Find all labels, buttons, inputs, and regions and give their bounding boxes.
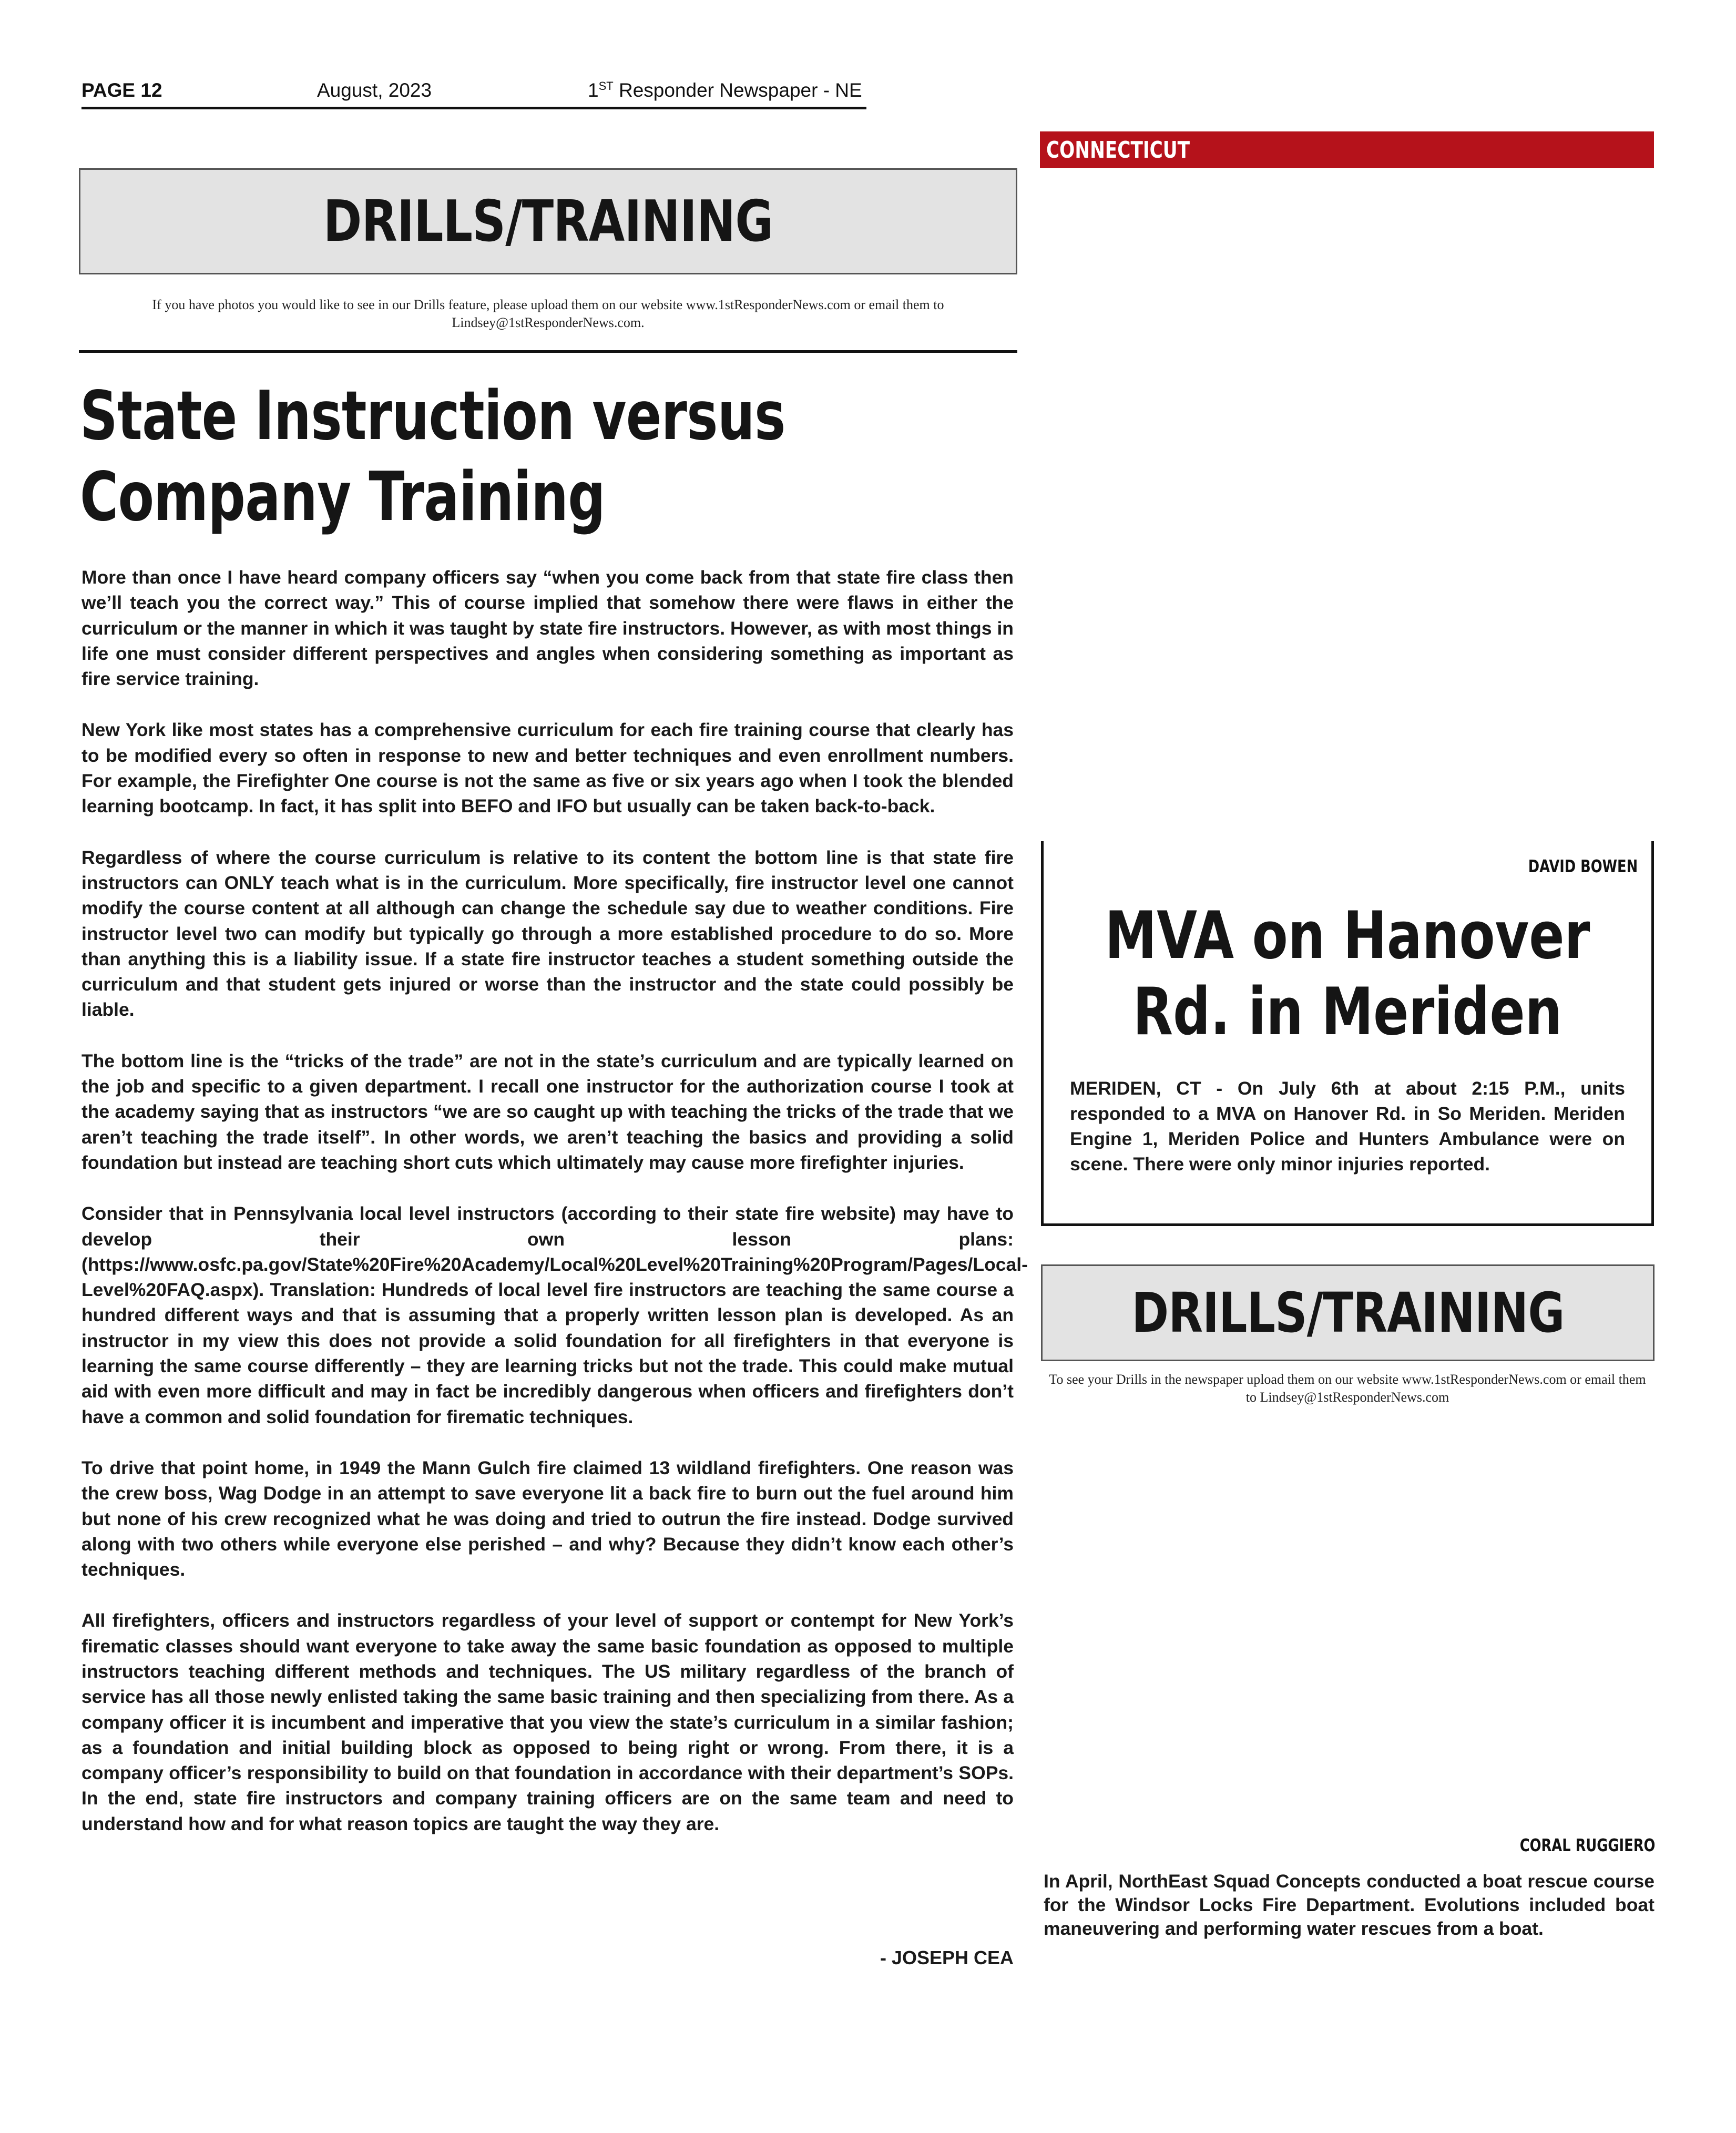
section-divider-rule <box>79 350 1017 353</box>
drills-section-title: DRILLS/TRAINING <box>323 188 773 254</box>
article-body <box>81 565 1028 1862</box>
drills-section-title-right: DRILLS/TRAINING <box>1131 1281 1565 1345</box>
article-headline: State Instruction versus Company Training <box>80 377 785 536</box>
article-paragraph: More than once I have heard company officers say “when you come back from that state fire class then we’ll teach you the correct way.” This of course implied that somehow there were flaws in either the curriculum or the manner in which it was taught by state fire instructors. However, as with most things in life one must consider different perspectives and angles when considering something as important as fire service training. <box>81 567 1014 690</box>
article-byline: - JOSEPH CEA <box>880 1947 1014 1968</box>
article-paragraph: Regardless of where the course curriculum is relative to its content the bottom line is that state fire instructors can ONLY teach what is in the curriculum. More specifically, fire instructor level one cannot modify the course content at all although can change the schedule say due to weather conditions. Fire instructor level two can modify but typically go through a more established procedure to do so. More than anything this is a liability issue. If a state fire instructor teaches a student something outside the curriculum and that student gets injured or worse than the instructor and the state could possibly be liable. <box>81 846 1014 1020</box>
drills-section-banner <box>79 168 1017 274</box>
article-paragraph: Consider that in Pennsylvania local level instructors (according to their state fire website) may have to develop their own lesson plans: (https://www.osfc.pa.gov/State%20Fire%20Academy/Local%20Level%20Training%20Program/Pages/Local-Level%20FAQ.aspx). Translation: Hundreds of local level fire instructors are teaching the same course a hundred different ways and that is assuming that a properly written lesson plan is developed. As an instructor in my view this does not provide a solid foundation for all firefighters in that everyone is learning the same course differently – they are learning tricks but not the trade. This could make mutual aid with even more difficult and may in fact be incredibly dangerous when officers and firefighters don’t have a common and solid foundation for firematic techniques. <box>81 1203 1028 1427</box>
newspaper-name <box>588 79 862 102</box>
page-number: PAGE 12 <box>81 79 162 101</box>
photo-credit-boat: CORAL RUGGIERO <box>1519 1835 1655 1855</box>
newspaper-name-superscript: ST <box>598 79 614 93</box>
mva-story-box <box>1041 841 1654 1226</box>
photo-credit: DAVID BOWEN <box>1528 856 1638 876</box>
newspaper-name-prefix: 1 <box>588 79 599 101</box>
boat-rescue-caption: In April, NorthEast Squad Concepts conducted a boat rescue course for the Windsor Locks Fire Department. Evolutions included boat maneuvering and performing water rescues from a boat. <box>1044 1871 1655 1939</box>
state-section-label: CONNECTICUT <box>1046 136 1190 164</box>
state-section-bar <box>1040 131 1654 168</box>
article-paragraph: To drive that point home, in 1949 the Mann Gulch fire claimed 13 wildland firefighters. One reason was the crew boss, Wag Dodge in an attempt to save everyone lit a back fire to burn out the fuel around him but none of his crew recognized what he was doing and tried to outrun the fire instead. Dodge survived along with two others while everyone else perished – and why? Because they didn’t know each other’s techniques. <box>81 1457 1014 1580</box>
article-paragraph: New York like most states has a comprehensive curriculum for each fire training course that clearly has to be modified every so often in response to new and better techniques and even enrollment numbers. For example, the Firefighter One course is not the same as five or six years ago when I took the blended learning bootcamp. In fact, it has split into BEFO and IFO but usually can be taken back-to-back. <box>81 719 1014 817</box>
drills-section-banner-right <box>1041 1264 1655 1361</box>
newspaper-name-rest: Responder Newspaper - NE <box>613 79 862 101</box>
drills-submission-note: If you have photos you would like to see in our Drills feature, please upload them on our website www.1stResponderNews.com or email them to Lindsey@1stResponderNews.com. <box>152 297 944 330</box>
article-paragraph: The bottom line is the “tricks of the trade” are not in the state’s curriculum and are typically learned on the job and specific to a given department. I recall one instructor for the authorization course I took at the academy saying that as instructors “we are so caught up with teaching the tricks of the trade that we aren’t teaching the trade itself”. In other words, we aren’t teaching the basics and providing a solid foundation but instead are teaching short cuts which ultimately may cause more firefighter injuries. <box>81 1050 1014 1173</box>
mva-story-text: MERIDEN, CT - On July 6th at about 2:15 P.M., units responded to a MVA on Hanover Rd. in So Meriden. Meriden Engine 1, Meriden Police and Hunters Ambulance were on scene. There were only minor injuries reported. <box>1070 1078 1625 1175</box>
article-paragraph: All firefighters, officers and instructors regardless of your level of support or contempt for New York’s firematic classes should want everyone to take away the same basic foundation as opposed to multiple instructors teaching different methods and techniques. The US military regardless of the branch of service has all those newly enlisted taking the same basic training and then specializing from there. As a company officer it is incumbent and imperative that you view the state’s curriculum in a similar fashion; as a foundation and initial building block as opposed to being right or wrong. From there, it is a company officer’s responsibility to build on that foundation in accordance with their department’s SOPs. In the end, state fire instructors and company training officers are on the same team and need to understand how and for what reason topics are taught the way they are. <box>81 1610 1014 1834</box>
issue-date: August, 2023 <box>317 79 432 101</box>
drills-submission-note-right: To see your Drills in the newspaper upload them on our website www.1stResponderNews.com or email them to Lindsey@1stResponderNews.com <box>1049 1372 1646 1405</box>
mva-headline: MVA on Hanover Rd. in Meriden <box>1105 898 1590 1050</box>
header-rule <box>81 107 866 109</box>
